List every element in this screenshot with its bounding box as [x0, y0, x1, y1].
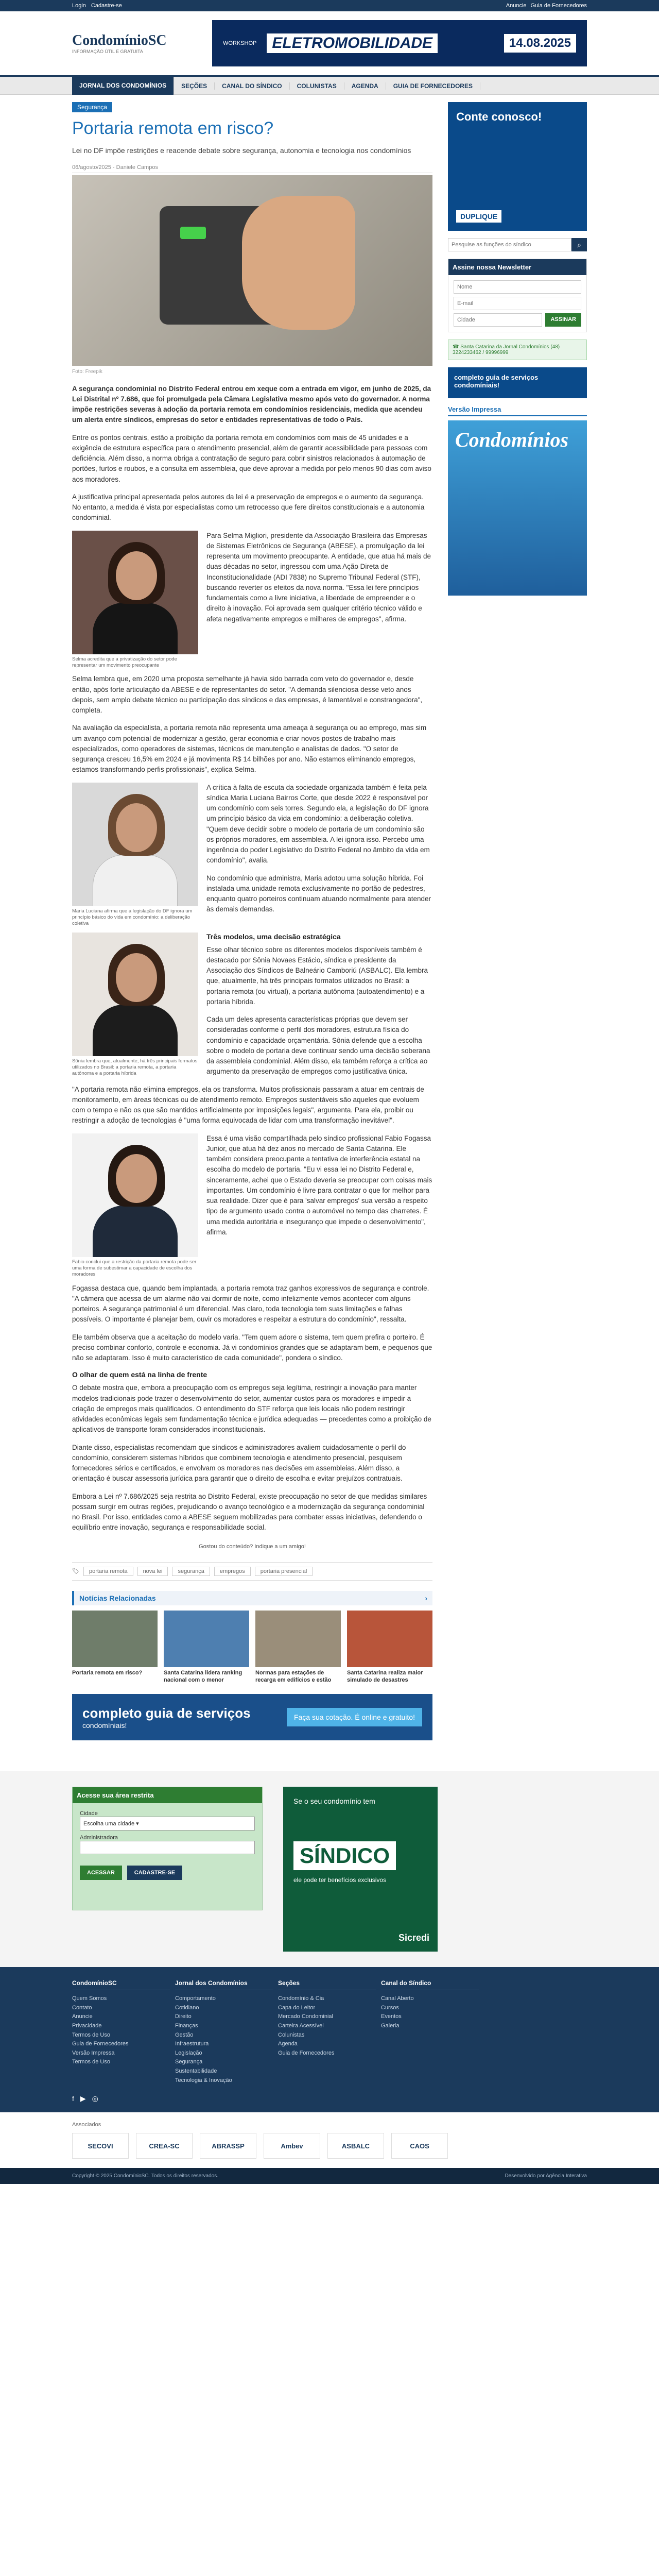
prefooter	[0, 1771, 659, 1967]
footer-link[interactable]: Capa do Leitor	[278, 2004, 316, 2011]
paragraph: Para Selma Migliori, presidente da Associação Brasileira das Empresas de Sistemas Eletrônicos de Segurança (ABESE), a promulgação da lei representa um movimento preocupante. A entidade, que atua há mais de duas décadas no setor, ingressou com uma Ação Direta de Inconstitucionalidade (ADI 7838) no Supremo Tribunal Federal (STF), buscando reverter os efeitos da nova norma. "Essa lei fere princípios fundamentais como a livre iniciativa, a liberdade de empreender e o direito à inovação. Foi aprovada sem qualquer critério técnico válido e afeta negativamente empregos e milhares de empregos", afirma.	[206, 531, 431, 623]
supplier-guide-link[interactable]: Guia de Fornecedores	[530, 3, 587, 9]
sidebar	[448, 102, 587, 1751]
share-prompt[interactable]: Gostou do conteúdo? Indique a um amigo!	[199, 1543, 306, 1550]
print-edition-cover[interactable]: Condomínios	[448, 420, 587, 596]
footer-link[interactable]: Versão Impressa	[72, 2049, 115, 2056]
tag[interactable]: portaria remota	[83, 1567, 133, 1576]
login-link[interactable]: Login	[72, 3, 86, 9]
footer-link[interactable]: Direito	[175, 2013, 192, 2020]
nav-agenda[interactable]: AGENDA	[344, 82, 386, 90]
instagram-icon[interactable]: ◎	[92, 2094, 98, 2103]
admin-field[interactable]	[80, 1841, 255, 1854]
section-heading: O olhar de quem está na linha de frente	[72, 1370, 207, 1379]
related-header: Notícias Relacionadas ›	[72, 1591, 432, 1605]
footer-link[interactable]: Quem Somos	[72, 1995, 107, 2002]
article-meta: 06/agosto/2025 - Daniele Campos	[72, 164, 432, 173]
paragraph: O debate mostra que, embora a preocupação com os empregos seja legítima, restringir a inovação para manter modelos tradicionais pode trazer o desenvolvimento do setor, aumentar custos para os moradores e impedir a criação de empregos mais qualificados. O entendimento do STF reforça que leis locais não podem restringir atividades econômicas legais sem fundamentação técnica e jurídica adequadas — precedentes como a proibição de aplicativos de transporte foram considerados inconstitucionais.	[72, 1384, 431, 1434]
quote-cta[interactable]: Faça sua cotação. É online e gratuito!	[287, 1708, 422, 1726]
nav-jornal[interactable]: JORNAL DOS CONDOMÍNIOS	[72, 77, 174, 95]
related-item[interactable]: Normas para estações de recarga em edifícios e estão	[255, 1611, 341, 1684]
figure-sonia: Sônia lembra que, atualmente, há três principais formatos utilizados no Brasil: a portaria remota, a portaria autônoma e a portaria híbrida	[72, 933, 198, 1077]
footer-link[interactable]: Eventos	[381, 2013, 402, 2020]
main-nav	[0, 75, 659, 95]
hero-image	[72, 175, 432, 366]
paragraph: A justificativa principal apresentada pelos autores da lei é a preservação de empregos e o aumento da segurança. No entanto, a medida é vista por especialistas como um retrocesso que fere direitos constitucionais e a autonomia condominial.	[72, 493, 425, 522]
footer-link[interactable]: Guia de Fornecedores	[278, 2049, 335, 2056]
footer-column-title: Seções	[278, 1979, 376, 1990]
partners: Associados SECOVI CREA-SC ABRASSP Ambev ASBALC CAOS	[0, 2112, 659, 2168]
related-item[interactable]: Santa Catarina lidera ranking nacional com o menor	[164, 1611, 249, 1684]
photo-credit: Foto: Freepik	[72, 368, 102, 375]
partner-logo[interactable]: ASBALC	[327, 2133, 384, 2159]
tag[interactable]: segurança	[172, 1567, 210, 1576]
footer-link[interactable]: Termos de Uso	[72, 2031, 110, 2038]
paragraph: Na avaliação da especialista, a portaria remota não representa uma ameaça à segurança ou ao emprego, mas sim um avanço com potencial de modernizar a gestão, gerar economia e criar novos postos de trabalho mais especializados, como operadores de sistemas, técnicos de manutenção e analistas de dados. "O setor de segurança cresceu 16,5% em 2024 e já movimenta R$ 14 bilhões por ano. Não estamos eliminando empregos, estamos transformando perfis profissionais", explica Selma.	[72, 724, 427, 774]
register-button[interactable]: CADASTRE-SE	[127, 1866, 182, 1880]
access-button[interactable]: ACESSAR	[80, 1866, 122, 1880]
youtube-icon[interactable]: ▶	[80, 2094, 86, 2103]
footer-column-title: Jornal dos Condomínios	[175, 1979, 273, 1990]
facebook-icon[interactable]: f	[72, 2094, 74, 2103]
footer-link[interactable]: Tecnologia & Inovação	[175, 2077, 232, 2083]
footer-link[interactable]: Guia de Fornecedores	[72, 2041, 129, 2047]
paragraph: Diante disso, especialistas recomendam que síndicos e administradores avaliem cuidadosamente o perfil do condomínio, considerem sistemas híbridos que combinem tecnologia e atendimento presencial, pesquisem fornecedores sérios e certificados, e envolvam os moradores nas decisões em assembleias. Além disso, a orientação é buscar assessoria jurídica para garantir que o direito de escolha e evitar prejuízos contratuais.	[72, 1443, 406, 1483]
footer-link[interactable]: Infraestrutura	[175, 2041, 209, 2047]
partner-logo[interactable]: ABRASSP	[200, 2133, 256, 2159]
advertise-link[interactable]: Anuncie	[506, 3, 527, 9]
paragraph: Esse olhar técnico sobre os diferentes modelos disponíveis também é destacado por Sônia Novaes Estácio, síndica e presidente da Associação dos Síndicos de Balneário Camboriú (ASBALC). Ela lembra que, atualmente, há três principais formatos utilizados no Brasil: a portaria remota (ou virtual), a portaria autônoma (autoatendimento) e a portaria híbrida.	[206, 945, 428, 1006]
footer-link[interactable]: Comportamento	[175, 1995, 216, 2002]
city-select[interactable]: Escolha uma cidade ▾	[80, 1817, 255, 1831]
footer	[0, 1967, 659, 2112]
partner-logo[interactable]: CAOS	[391, 2133, 448, 2159]
paragraph: A segurança condominial no Distrito Federal entrou em xeque com a entrada em vigor, em junho de 2025, da Lei Distrital nº 7.686, que foi promulgada pela Câmara Legislativa mesmo após veto do governador. A norma impõe restrições severas à adoção da portaria remota em condomínios residenciais, medida que acendeu um alerta entre síndicos, empresas do setor e entidades representativas de todo o País.	[72, 384, 431, 424]
restricted-area-login: Acesse sua área restrita Cidade Escolha uma cidade ▾ Administradora ACESSAR CADASTRE-SE	[72, 1787, 263, 1910]
paragraph: A crítica à falta de escuta da sociedade organizada também é feita pela síndica Maria Luciana Bairros Corte, que desde 2022 é responsável por um condomínio com seis torres. Segundo ela, a legislação do DF ignora um princípio básico da vida em condomínio: a deliberação coletiva. "Quem deve decidir sobre o modelo de portaria de um condomínio são os próprios moradores, em assembleia. A lei ignora isso. Percebo uma ingerência do poder Legislativo do Distrito Federal no âmbito da vida em condomínio", avalia.	[206, 783, 430, 865]
paragraph: Cada um deles apresenta características próprias que devem ser consideradas conforme o perfil dos moradores, estrutura física do condomínio e capacidade orçamentária. Sônia defende que a escolha sobre o modelo de portaria deve continuar sendo uma decisão soberana da assembleia condominial. Além disso, ela também reforça a crítica ao argumento da preservação de empregos como justificativa única.	[206, 1015, 430, 1076]
footer-link[interactable]: Contato	[72, 2004, 92, 2011]
top-banner-ad[interactable]: WORKSHOP ELETROMOBILIDADE 14.08.2025	[212, 20, 587, 66]
nav-colunistas[interactable]: COLUNISTAS	[290, 82, 344, 90]
article-lede: Lei no DF impõe restrições e reacende debate sobre segurança, autonomia e tecnologia nos condomínios	[72, 146, 411, 155]
footer-link[interactable]: Privacidade	[72, 2022, 102, 2029]
copyright-bar: Copyright © 2025 CondomínioSC. Todos os direitos reservados. Desenvolvido por Agência Interativa	[0, 2168, 659, 2184]
tag[interactable]: portaria presencial	[255, 1567, 313, 1576]
footer-link[interactable]: Finanças	[175, 2022, 198, 2029]
paragraph: Ele também observa que a aceitação do modelo varia. "Tem quem adore o sistema, tem quem prefira o porteiro. É preciso combinar conforto, controle e economia. Já vi condomínios grandes que se adaptaram bem, e pequenos que não se adaptaram. Isso é muito característico de cada comunidade", pondera o síndico.	[72, 1333, 432, 1362]
figure-selma: Selma acredita que a privatização do setor pode representar um movimento preocupante	[72, 531, 198, 669]
footer-column	[175, 1979, 278, 2085]
sicredi-ad[interactable]: Se o seu condomínio tem SÍNDICO ele pode ter benefícios exclusivos Sicredi	[283, 1787, 438, 1952]
footer-link[interactable]: Gestão	[175, 2031, 194, 2038]
guide-banner-ad[interactable]: completo guia de serviços condomíniais! Faça sua cotação. É online e gratuito!	[72, 1694, 432, 1740]
paragraph: Embora a Lei nº 7.686/2025 seja restrita ao Distrito Federal, existe preocupação no setor de que medidas similares possam surgir em outras regiões, prejudicando o avanço tecnológico e a modernização da segurança condominial no Brasil. Por isso, entidades como a ABESE seguem mobilizadas para combater essas iniciativas, defendendo o equilíbrio entre inovação, segurança e responsabilidade social.	[72, 1492, 427, 1532]
site-logo[interactable]: CondomínioSC INFORMAÇÃO ÚTIL E GRATUITA	[72, 32, 167, 54]
search-icon[interactable]: ⌕	[571, 238, 587, 251]
footer-column-title: CondomínioSC	[72, 1979, 170, 1990]
paragraph: No condomínio que administra, Maria adotou uma solução híbrida. Foi instalada uma unidade remota exclusivamente no portão de pedestres, enquanto quatro porteiros continuam atuando normalmente para atender às demais demandas.	[206, 874, 431, 913]
related-list	[72, 1611, 432, 1684]
partner-logo[interactable]: CREA-SC	[136, 2133, 193, 2159]
footer-link[interactable]: Segurança	[175, 2059, 203, 2065]
footer-column-title: Canal do Síndico	[381, 1979, 479, 1990]
paragraph: Essa é uma visão compartilhada pelo síndico profissional Fabio Fogassa Junior, que atua há dez anos no mercado de Santa Catarina. Ele também considera preocupante a tentativa de interferência estatal na escolha do modelo de portaria. "Eu vi essa lei no Distrito Federal e, sinceramente, achei que o Estado deveria se preocupar com coisas mais importantes. Um condomínio é livre para contratar o que for melhor para sua realidade. Dizer que é para 'salvar empregos' sua versão a respeito tipo de argumento usado contra o automóvel no tempo das charretes. É uma medida autoritária e inseguranço que impede o desenvolvimento", afirma.	[206, 1134, 432, 1236]
tag[interactable]: empregos	[214, 1567, 251, 1576]
footer-link[interactable]: Cotidiano	[175, 2004, 199, 2011]
partner-logo[interactable]: Ambev	[264, 2133, 320, 2159]
footer-link[interactable]: Galeria	[381, 2022, 400, 2029]
footer-link[interactable]: Agenda	[278, 2041, 298, 2047]
print-edition-title: Versão Impressa	[448, 405, 587, 416]
footer-link[interactable]: Mercado Condominial	[278, 2013, 333, 2020]
nav-secoes[interactable]: SEÇÕES	[174, 82, 215, 90]
nav-guia[interactable]: GUIA DE FORNECEDORES	[386, 82, 480, 90]
figure-fabio: Fabio conclui que a restrição da portaria remota pode ser uma forma de subestimar a capacidade de escolha dos moradores	[72, 1133, 198, 1278]
article	[72, 102, 432, 1751]
partner-logo[interactable]: SECOVI	[72, 2133, 129, 2159]
figure-maria: Maria Luciana afirma que a legislação do DF ignora um princípio básico do vida em condomínio: a deliberação coletiva	[72, 783, 198, 927]
footer-link[interactable]: Legislação	[175, 2049, 202, 2056]
related-item[interactable]: Santa Catarina realiza maior simulado de desastres	[347, 1611, 432, 1684]
tag-list	[72, 1562, 432, 1581]
footer-link[interactable]: Sustentabilidade	[175, 2067, 217, 2074]
newsletter-box: Assine nossa Newsletter Nome E-mail Cidade ASSINAR	[448, 259, 587, 332]
section-heading: Três modelos, uma decisão estratégica	[206, 932, 341, 941]
footer-link[interactable]: Anuncie	[72, 2013, 93, 2020]
footer-column	[381, 1979, 484, 2085]
newsletter-city-field[interactable]	[454, 313, 542, 327]
subscribe-button[interactable]: ASSINAR	[545, 313, 581, 327]
whatsapp-icon: ☎	[453, 344, 461, 350]
paragraph: Selma lembra que, em 2020 uma proposta semelhante já havia sido barrada com veto do governador e, desde então, após forte articulação da ABESE e de representantes do setor. "A demanda silenciosa desse veto anos depois, sem amplo debate técnico ou participação dos síndicos e das empresas, é lamentável e constrangedora", completa.	[72, 675, 423, 715]
footer-link[interactable]: Carteira Acessível	[278, 2022, 324, 2029]
nav-canal-sindico[interactable]: CANAL DO SÍNDICO	[215, 82, 289, 90]
paragraph: Entre os pontos centrais, estão a proibição da portaria remota em condomínios com mais de 45 unidades e a exigência de estrutura específica para o atendimento presencial, além de garantir acessibilidade para pessoas com deficiência. Além disso, a norma obriga a contratação de seguro para cobrir sinistros relacionados à automação de portões, furtos e roubos, e a consulta em assembleia, que deve aprovar a medida por pelo menos 90 dias com aviso aos moradores.	[72, 433, 431, 483]
footer-link[interactable]: Colunistas	[278, 2031, 305, 2038]
header	[0, 11, 659, 75]
footer-link[interactable]: Termos de Uso	[72, 2059, 110, 2065]
footer-link[interactable]: Cursos	[381, 2004, 399, 2011]
sidebar-guide-ad[interactable]: completo guia de serviços condomíniais!	[448, 367, 587, 398]
search-input[interactable]	[448, 238, 571, 251]
paragraph: "A portaria remota não elimina empregos, ela os transforma. Muitos profissionais passaram a atuar em centrais de monitoramento, em áreas técnicas ou de atendimento remoto. Empregos sustentáveis são aqueles que evoluem com o tempo e não os que são mantidos artificialmente por imposições legais", argumenta. Para ela, proibir ou restringir a adoção de tecnologias é "uma forma equivocada de lidar com uma transformação inevitável".	[72, 1085, 424, 1125]
whatsapp-banner[interactable]: ☎ Santa Catarina da Jornal Condomínios (48) 3224233462 / 99996999	[448, 340, 587, 360]
footer-link[interactable]: Canal Aberto	[381, 1995, 414, 2002]
sidebar-ad-duplique[interactable]: Conte conosco! DUPLIQUE	[448, 102, 587, 231]
tag[interactable]: nova lei	[137, 1567, 168, 1576]
category-badge[interactable]: Segurança	[72, 102, 112, 112]
top-bar	[0, 0, 659, 11]
newsletter-name-field[interactable]	[454, 280, 581, 294]
footer-column	[72, 1979, 175, 2085]
search-box	[448, 238, 587, 251]
footer-link[interactable]: Condomínio & Cia	[278, 1995, 324, 2002]
register-link[interactable]: Cadastre-se	[91, 3, 122, 9]
tag-icon: 🏷	[72, 1568, 79, 1575]
footer-column	[278, 1979, 381, 2085]
newsletter-email-field[interactable]	[454, 297, 581, 310]
related-item[interactable]: Portaria remota em risco?	[72, 1611, 158, 1684]
next-arrow-icon[interactable]: ›	[425, 1594, 427, 1602]
article-title: Portaria remota em risco?	[72, 118, 274, 138]
paragraph: Fogassa destaca que, quando bem implantada, a portaria remota traz ganhos expressivos de segurança e controle. "A câmera que acessa de um alarme não vai dormir de noite, como infelizmente vemos acontecer com alguns porteiros. A segurança patrimonial é um diferencial. Mas claro, toda tecnologia tem suas limitações e falhas possíveis. O importante é planejar bem, ouvir os moradores e respeitar a estrutura do condomínio", ressalta.	[72, 1284, 429, 1324]
